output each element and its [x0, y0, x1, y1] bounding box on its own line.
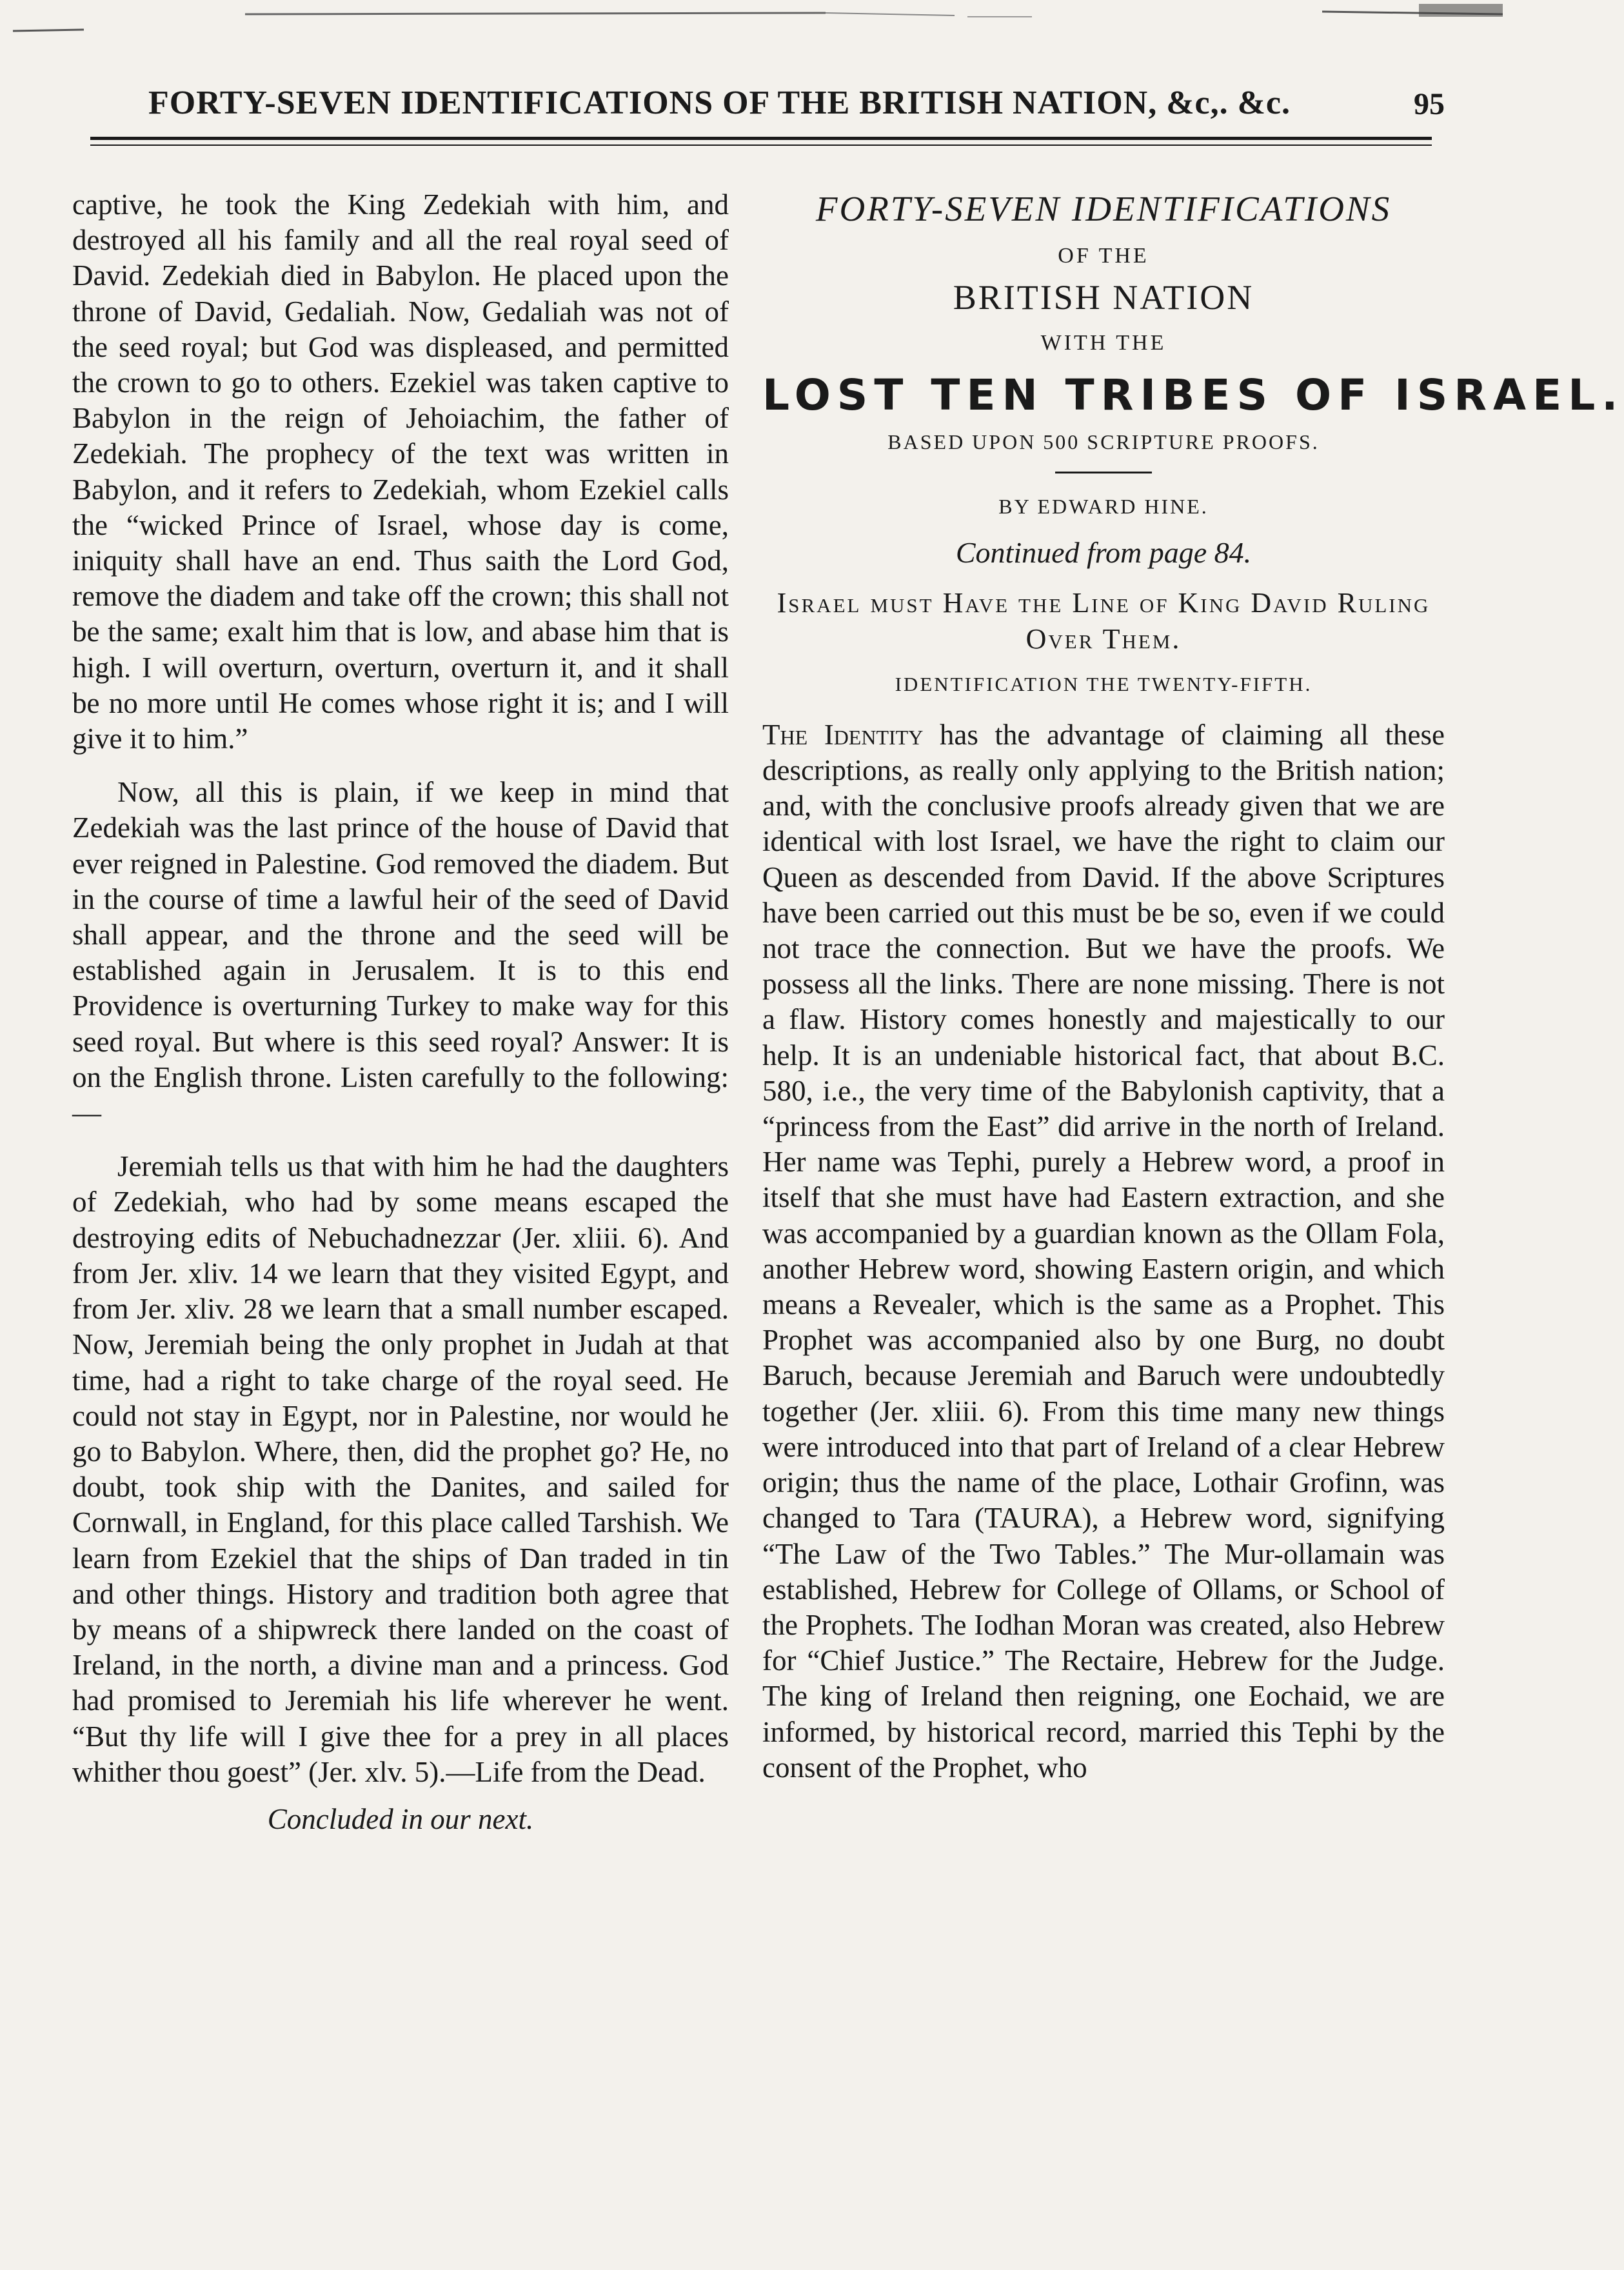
left-paragraph-3: Jeremiah tells us that with him he had the daughters of Zedekiah, who had by some means escaped the destroying edits of Nebuchadnezzar (Jer. xliii. 6). And from Jer. xliv. 14 we learn that they visited Egypt, and from Jer. xliv. 28 we learn that a small number escaped. Now, Jeremiah being the only prophet in Judah at that time, had a right to take charge of the royal seed. He could not stay in Egypt, nor in Palestine, nor would he go to Babylon. Where, then, did the prophet go? He, no doubt, took ship with the Danites, and sailed for Cornwall, in England, for this place called Tarshish. We learn from Ezekiel that the ships of Dan traded in tin and other things. History and tradition both agree that by means of a shipwreck there landed on the coast of Ireland, in the north, a divine man and a princess. God had promised to Jeremiah his life wherever he went. “But thy life will I give thee for a prey in all places whither thou goest” (Jer. xlv. 5).—Life from the Dead.	[72, 1150, 729, 1788]
of-the-line: OF THE	[1058, 244, 1149, 268]
left-paragraph-1: captive, he took the King Zedekiah with him, and destroyed all his family and all the real royal seed of David. Zedekiah died in Babylon. He placed upon the throne of David, Gedaliah. Now, Gedaliah was not of the seed royal; but God was displeased, and permitted the crown to go to others. Ezekiel was taken captive to Babylon in the reign of Jehoiachim, the father of Zedekiah. The prophecy of the text was written in Babylon, and it refers to Zedekiah, whom Ezekiel calls the “wicked Prince of Israel, whose day is come, iniquity shall have an end. Thus saith the Lord God, remove the diadem and take off the crown; this shall not be the same; exalt him that is low, and abase him that is high. I will overturn, overturn, overturn it, and it shall be no more until He comes whose right it is; and I will give it to him.”	[72, 188, 729, 755]
header-rule-thin	[90, 144, 1432, 146]
lost-tribes-heading: LOST TEN TRIBES OF ISRAEL.	[762, 370, 1624, 420]
article-title: FORTY-SEVEN IDENTIFICATIONS	[815, 189, 1392, 228]
nation-line: BRITISH NATION	[953, 278, 1254, 317]
section-heading: Israel must Have the Line of King David Ruling Over Them.	[777, 586, 1431, 655]
left-column	[72, 187, 729, 1837]
lead-words: The Identity	[762, 718, 924, 751]
left-paragraph-2: Now, all this is plain, if we keep in mind that Zedekiah was the last prince of the house of David that ever reigned in Palestine. God removed the diadem. But in the course of time a lawful heir of the seed of David shall appear, and the throne and the seed will be established again in Jerusalem. It is to this end Providence is overturning Turkey to make way for this seed royal. But where is this seed royal? Answer: It is on the English throne. Listen carefully to the following:—	[72, 776, 729, 1130]
with-the-line: WITH THE	[1040, 330, 1167, 355]
running-title: FORTY-SEVEN IDENTIFICATIONS OF THE BRITISH NATION, &c,. &c.	[148, 85, 1291, 121]
scan-edge-noise	[0, 0, 1531, 90]
right-body-paragraph	[762, 717, 1445, 1786]
based-upon-line: BASED UPON 500 SCRIPTURE PROOFS.	[887, 430, 1320, 454]
continued-note: Continued from page 84.	[955, 536, 1252, 570]
identification-label: IDENTIFICATION THE TWENTY-FIFTH.	[895, 672, 1312, 695]
concluded-note: Concluded in our next.	[267, 1802, 534, 1835]
header-rule-thick	[90, 137, 1432, 140]
right-column	[762, 187, 1624, 1786]
byline-rule	[1055, 472, 1152, 473]
page-number: 95	[1414, 87, 1445, 121]
right-body-text: has the advantage of claiming all these descriptions, as really only applying to the British nation; and, with the conclusive proofs already given that we are identical with lost Israel, we have the right to claim our Queen as descended from David. If the above Scriptures have been carried out this must be be so, even if we could not trace the connection. But we have the proofs. We possess all the links. There are none missing. There is not a flaw. History comes honestly and majestically to our help. It is an undeniable historical fact, that about B.C. 580, i.e., the very time of the Babylonish captivity, that a “princess from the East” did arrive in the north of Ireland. Her name was Tephi, purely a Hebrew word, a proof in itself that she must have had Eastern extraction, and she was accompanied by a guardian known as the Ollam Fola, another Hebrew word, showing Eastern origin, and which means a Revealer, which is the same as a Prophet. This Prophet was accompanied also by one Burg, no doubt Baruch, because Jeremiah and Baruch were undoubtedly together (Jer. xliii. 6). From this time many new things were introduced into that part of Ireland of a clear Hebrew origin; thus the name of the place, Lothair Grofinn, was changed to Tara (TAURA), a Hebrew word, signifying “The Law of the Two Tables.” The Mur-ollamain was established, Hebrew for College of Ollams, or School of the Prophets. The Iodhan Moran was created, also Hebrew for “Chief Justice.” The Rectaire, Hebrew for the Judge. The king of Ireland then reigning, one Eochaid, we are informed, by historical record, married this Tephi by the consent of the Prophet, who	[762, 718, 1445, 1784]
running-head	[90, 77, 1445, 135]
byline: BY EDWARD HINE.	[998, 495, 1209, 519]
